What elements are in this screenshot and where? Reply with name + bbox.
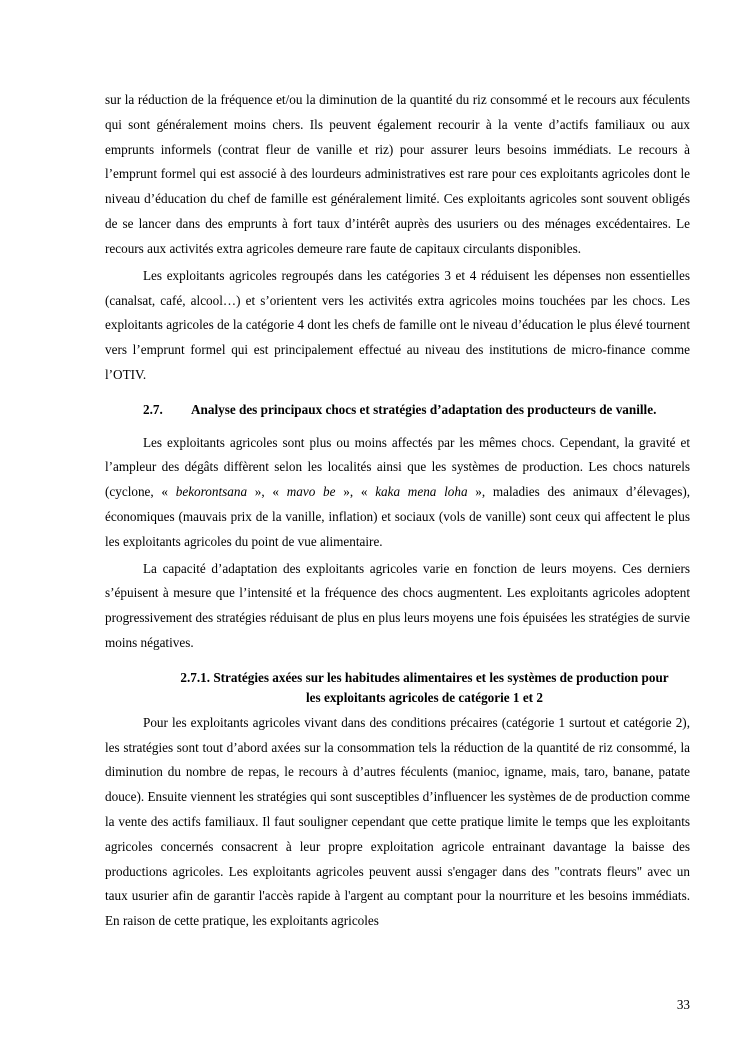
emphasis-term: kaka mena loha (375, 484, 468, 500)
emphasis-term: bekorontsana (175, 484, 248, 500)
subsection-number: 2.7.1. (180, 669, 211, 685)
paragraph-1: sur la réduction de la fréquence et/ou la diminution de la quantité du riz consommé et le recours aux féculents qui sont généralement moins chers. Ils peuvent également recourir à la vente d’actifs familiaux ou aux emprunts informels (contrat fleur de vanille et riz) pour assurer leurs besoins immédiats. Le recours à l’emprunt formel qui est associé à des lourdeurs administratives est rare pour ces exploitants agricoles dont le niveau d’éducation du chef de famille est généralement limité. Ces exploitants agricoles sont souvent obligés de se lancer dans des emprunts à fort taux d’intérêt auprès des usuriers ou des ménages excédentaires. Le recours aux activités extra agricoles demeure rare faute de capitaux circulants disponibles. (105, 92, 690, 256)
paragraph-5: Pour les exploitants agricoles vivant dans des conditions précaires (catégorie 1 surtout et catégorie 2), les stratégies sont tout d’abord axées sur la consommation tels la réduction de la quantité de riz consommé, la diminution du nombre de repas, le recours à d’autres féculents (manioc, igname, mais, taro, banane, patate douce). Ensuite viennent les stratégies qui sont susceptibles d’influencer les systèmes de de production comme la vente des actifs familiaux. Il faut souligner cependant que cette pratique limite le temps que les exploitants agricoles concernés consacrent à leur propre exploitation agricole entrainant davantage la baisse des productions agricoles. Les exploitants agricoles peuvent aussi s'engager dans des "contrats fleurs" avec un taux usurier afin de garantir l'accès rapide à l'argent au comptant pour la nourriture et les besoins immédiats. En raison de cette pratique, les exploitants agricoles (105, 714, 690, 929)
section-title: Analyse des principaux chocs et stratégies d’adaptation des producteurs de vanille. (191, 401, 657, 417)
section-number: 2.7. (143, 401, 163, 417)
page-number: 33 (676, 996, 690, 1012)
paragraph-4: La capacité d’adaptation des exploitants agricoles varie en fonction de leurs moyens. Ces derniers s’épuisent à mesure que l’intensité et la fréquence des chocs augmentent. Les exploitants agricoles adoptent progressivement des stratégies réduisant de plus en plus leurs moyens une fois épuisées les stratégies de survie moins négatives. (105, 560, 690, 651)
emphasis-term: mavo be (286, 484, 336, 500)
section-heading-2-7 (105, 398, 690, 423)
paragraph-2: Les exploitants agricoles regroupés dans les catégories 3 et 4 réduisent les dépenses non essentielles (canalsat, café, alcool…) et s’orientent vers les activités extra agricoles moins touchées par les chocs. Les exploitants agricoles de la catégorie 4 dont les chefs de famille ont le niveau d’éducation le plus élevé tournent vers l’emprunt formel qui est principalement effectué au niveau des institutions de micro-finance comme l’OTIV. (105, 267, 690, 382)
section-heading-2-7-1 (105, 668, 690, 709)
subsection-title: Stratégies axées sur les habitudes alimentaires et les systèmes de production pour les exploitants agricoles de catégorie 1 et 2 (213, 669, 669, 706)
paragraph-3: Les exploitants agricoles sont plus ou moins affectés par les mêmes chocs. Cependant, la gravité et l’ampleur des dégâts diffèrent selon les localités ainsi que les systèmes de production. Les chocs naturels (cyclone, « bekorontsana », « mavo be », « kaka mena loha », maladies des animaux d’élevages), économiques (mauvais prix de la vanille, inflation) et sociaux (vols de vanille) sont ceux qui affectent le plus les exploitants agricoles du point de vue alimentaire. (105, 434, 691, 549)
